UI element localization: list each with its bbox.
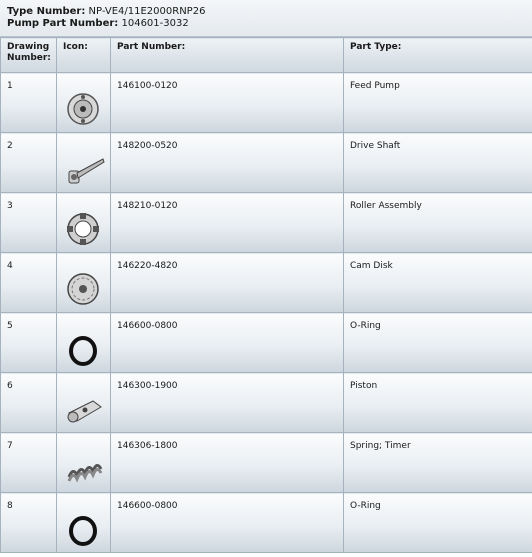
- part-number: 146306-1800: [111, 433, 344, 493]
- part-number: 146220-4820: [111, 253, 344, 313]
- part-number: 146600-0800: [111, 313, 344, 373]
- drawing-number: 3: [1, 193, 57, 253]
- part-icon-cell: [57, 193, 111, 253]
- drawing-number: 7: [1, 433, 57, 493]
- part-icon-cell: [57, 73, 111, 133]
- part-icon-cell: [57, 313, 111, 373]
- drawing-number: 6: [1, 373, 57, 433]
- column-header-icon: Icon:: [57, 38, 111, 73]
- drawing-number: 5: [1, 313, 57, 373]
- part-number: 146300-1900: [111, 373, 344, 433]
- part-header: [0, 0, 532, 37]
- part-icon-cell: [57, 373, 111, 433]
- part-icon-cell: [57, 493, 111, 553]
- column-header-part-number: Part Number:: [111, 38, 344, 73]
- part-number: 148200-0520: [111, 133, 344, 193]
- part-icon-cell: [57, 133, 111, 193]
- part-type: Piston: [344, 373, 532, 433]
- drawing-number: 8: [1, 493, 57, 553]
- type-number-label: Type Number:: [7, 6, 86, 17]
- parts-table: [0, 37, 532, 553]
- part-type: Spring; Timer: [344, 433, 532, 493]
- pump-part-number-line: [7, 18, 532, 30]
- drawing-number: 2: [1, 133, 57, 193]
- part-type: O-Ring: [344, 313, 532, 373]
- table-row: [1, 253, 532, 313]
- type-number-value: NP-VE4/11E2000RNP26: [88, 6, 206, 17]
- table-row: [1, 373, 532, 433]
- part-icon-cell: [57, 253, 111, 313]
- part-type: Roller Assembly: [344, 193, 532, 253]
- part-type: Feed Pump: [344, 73, 532, 133]
- part-number: 146100-0120: [111, 73, 344, 133]
- part-icon-cell: [57, 433, 111, 493]
- column-header-drawing-number: Drawing Number:: [1, 38, 57, 73]
- part-type: Cam Disk: [344, 253, 532, 313]
- table-header-row: [1, 38, 532, 73]
- column-header-part-type: Part Type:: [344, 38, 532, 73]
- table-row: [1, 73, 532, 133]
- pump-part-number-label: Pump Part Number:: [7, 18, 119, 29]
- type-number-line: [7, 6, 532, 18]
- part-number: 148210-0120: [111, 193, 344, 253]
- drawing-number: 4: [1, 253, 57, 313]
- part-type: O-Ring: [344, 493, 532, 553]
- table-row: [1, 313, 532, 373]
- table-row: [1, 133, 532, 193]
- table-row: [1, 193, 532, 253]
- table-row: [1, 493, 532, 553]
- pump-part-number-value: 104601-3032: [121, 18, 189, 29]
- part-type: Drive Shaft: [344, 133, 532, 193]
- drawing-number: 1: [1, 73, 57, 133]
- part-number: 146600-0800: [111, 493, 344, 553]
- table-row: [1, 433, 532, 493]
